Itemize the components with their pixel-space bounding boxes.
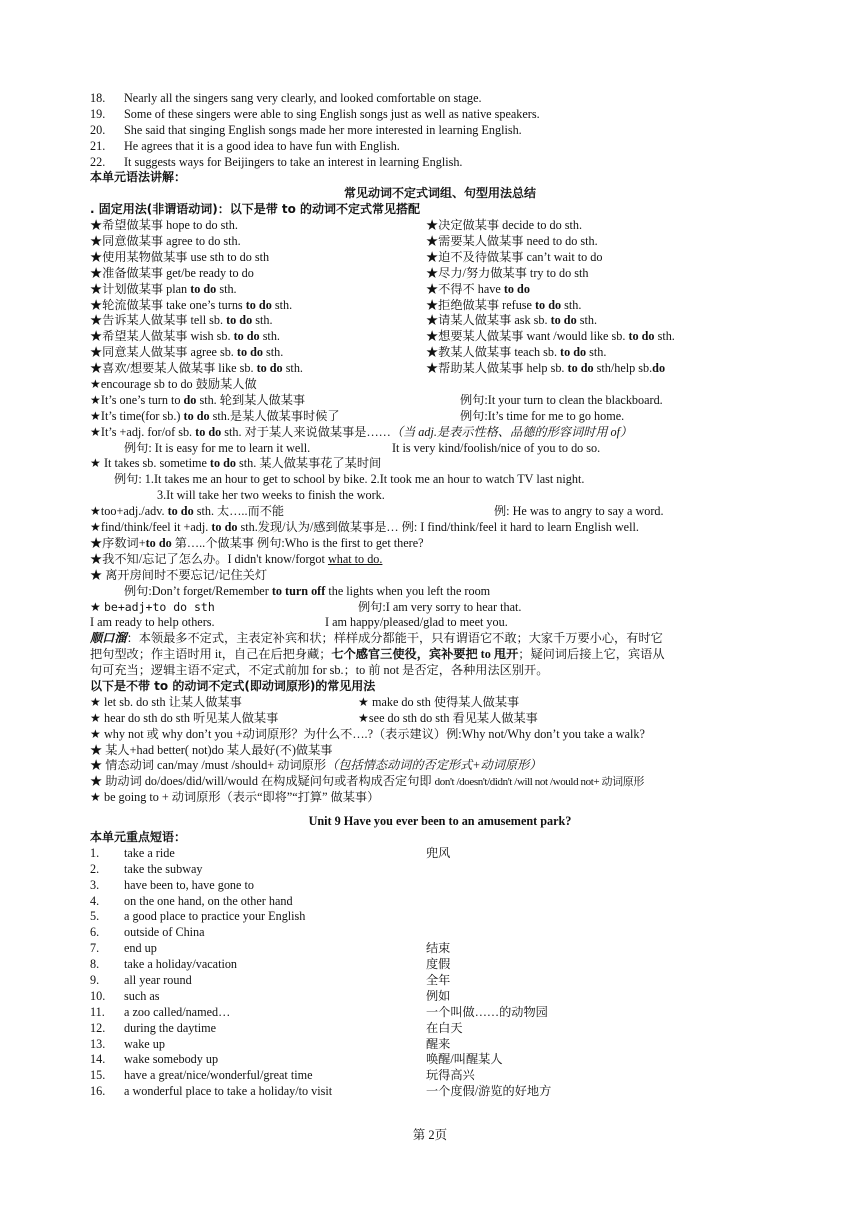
pair-right: ★需要某人做某事 need to do sth. <box>426 234 598 249</box>
grammar-title: 常见动词不定式词组、句型用法总结 <box>343 186 536 201</box>
find-line: ★find/think/feel it +adj. to do sth.发现/认为/感到做某事是… 例: I find/think/feel it hard to learn English well. <box>90 520 639 535</box>
phrase-row <box>90 862 790 878</box>
encourage-line: ★encourage sb to do 鼓励某人做 <box>90 377 257 392</box>
unit-title: Unit 9 Have you ever been to an amusement park? <box>308 814 572 829</box>
takes-line: ★ It takes sb. sometime to do sth. 某人做某事花了某时间 <box>90 456 382 471</box>
pair-row: ★告诉某人做某事 tell sb. to do sth. ★请某人做某事 ask sb. to do sth. <box>90 313 597 328</box>
item-number: 21. <box>90 138 106 153</box>
item-text: She said that singing English songs made her more interested in learning English. <box>124 122 522 137</box>
phrase-row <box>90 1084 790 1100</box>
item-number: 19. <box>90 106 106 121</box>
phrase-chinese: 在白天 <box>426 1020 463 1035</box>
fixed-usage-heading: . 固定用法(非谓语动词)：以下是带 to 的动词不定式常见搭配 <box>90 202 421 217</box>
pair-left: ★使用某物做某事 use sth to do sth <box>90 249 270 264</box>
phrase-row <box>90 909 790 925</box>
rhyme-line-3: 句可充当；逻辑主语不定式，不定式前加 for sb.；to 前 not 是否定，各种用法区别开。 <box>90 663 549 678</box>
phrase-number: 12. <box>90 1020 106 1035</box>
modal-line: ★ 情态动词 can/may /must /should+ 动词原形（包括情态动词的否定形式+动词原形） <box>90 758 542 773</box>
phrase-row <box>90 1037 790 1053</box>
time-example: 例句:It’s time for me to go home. <box>460 408 625 423</box>
item-text: Some of these singers were able to sing English songs just as well as native speakers. <box>124 106 540 121</box>
pair-row <box>90 234 790 250</box>
let-make-line: ★ let sb. do sth 让某人做某事 ★ make do sth 使得某人做某事 <box>90 694 520 709</box>
adj-example: 例句: It is easy for me to learn it well. It is very kind/foolish/nice of you to do so. <box>124 440 601 455</box>
phrase-number: 4. <box>90 893 100 908</box>
phrase-chinese: 醒来 <box>426 1036 451 1051</box>
too-example: 例: He was to angry to say a word. <box>494 504 664 519</box>
rhyme-line-1: 顺口溜：本领最多不定式，主表定补宾和状；样样成分都能干，只有谓语它不敢；大家千万要小心，有时它 <box>90 631 663 646</box>
phrase-english: a zoo called/named… <box>124 1004 231 1019</box>
phrase-number: 14. <box>90 1052 106 1067</box>
pair-right: ★尽力/努力做某事 try to do sth <box>426 265 589 280</box>
pair-right: ★迫不及待做某事 can’t wait to do <box>426 249 603 264</box>
be-adj-example: 例句:I am very sorry to hear that. <box>358 599 522 614</box>
pair-row: ★喜欢/想要某人做某事 like sb. to do sth. ★帮助某人做某事 help sb. to do sth/help sb.do <box>90 361 666 376</box>
phrase-row <box>90 957 790 973</box>
light-line: ★ 离开房间时不要忘记/记住关灯 <box>90 567 268 582</box>
item-text: He agrees that it is a good idea to have fun with English. <box>124 138 400 153</box>
turn-example: 例句:It your turn to clean the blackboard. <box>460 392 663 407</box>
phrase-row <box>90 1068 790 1084</box>
phrase-number: 9. <box>90 972 100 987</box>
item-number: 18. <box>90 91 106 105</box>
list-item <box>90 91 790 107</box>
phrase-row <box>90 1005 790 1021</box>
phrase-number: 2. <box>90 861 100 876</box>
phrase-chinese: 全年 <box>426 972 451 987</box>
phrase-number: 10. <box>90 988 106 1003</box>
bare-infinitive-heading: 以下是不带 to 的动词不定式(即动词原形)的常见用法 <box>90 678 376 693</box>
phrase-english: take a holiday/vacation <box>124 957 238 972</box>
list-item <box>90 139 790 155</box>
pair-left: ★同意做某事 agree to do sth. <box>90 234 241 249</box>
phrase-english: a good place to practice your English <box>124 909 306 924</box>
page-number: 第 2页 <box>412 1128 448 1142</box>
pair-left: ★希望做某事 hope to do sth. <box>90 218 238 233</box>
phrase-chinese: 度假 <box>426 957 451 972</box>
phrase-english: wake somebody up <box>124 1052 219 1067</box>
infinitive-pairs <box>90 218 790 282</box>
phrase-english: during the daytime <box>124 1020 217 1035</box>
phrase-english: wake up <box>124 1036 165 1051</box>
item-text: Nearly all the singers sang very clearly, and looked comfortable on stage. <box>124 91 482 105</box>
phrase-chinese: 例如 <box>426 988 451 1003</box>
time-line: ★It’s time(for sb.) to do sth.是某人做某事时候了 例句:It’s time for me to go home. <box>90 408 625 423</box>
grammar-heading: 本单元语法讲解： <box>90 170 187 185</box>
phrase-chinese: 一个叫做……的动物园 <box>426 1004 548 1019</box>
pair-row <box>90 218 790 234</box>
pair-row: ★希望某人做某事 wish sb. to do sth. ★想要某人做某事 want /would like sb. to do sth. <box>90 329 675 344</box>
too-line: ★too+adj./adv. to do sth. 太…..而不能 例: He was to angry to say a word. <box>90 504 664 519</box>
hear-see-line: ★ hear do sth do sth 听见某人做某事 ★see do sth do sth 看见某人做某事 <box>90 710 538 725</box>
phrase-row <box>90 973 790 989</box>
know-line: ★我不知/忘记了怎么办。I didn't know/forgot what to do. <box>90 551 383 566</box>
item-number: 20. <box>90 122 106 137</box>
rhyme-line-2: 把句型改；作主语时用 it，自己在后把身藏；七个感官三使役，宾补要把 to 甩开；疑问词后接上它，宾语从 <box>90 647 665 662</box>
pair-right: ★决定做某事 decide to do sth. <box>426 218 583 233</box>
phrase-row <box>90 1021 790 1037</box>
phrase-english: outside of China <box>124 925 205 940</box>
phrase-row <box>90 925 790 941</box>
phrase-number: 1. <box>90 845 100 860</box>
phrase-row <box>90 846 790 862</box>
adj-line: ★It’s +adj. for/of sb. to do sth. 对于某人来说做某事是……（当 adj.是表示性格、品德的形容词时用 of） <box>90 424 633 439</box>
phrase-row <box>90 941 790 957</box>
phrase-english: end up <box>124 941 157 956</box>
phrase-number: 6. <box>90 925 100 940</box>
phrase-number: 15. <box>90 1068 106 1083</box>
list-item <box>90 155 790 171</box>
pair-row <box>90 266 790 282</box>
phrase-number: 7. <box>90 941 100 956</box>
list-item <box>90 107 790 123</box>
item-number: 22. <box>90 154 106 169</box>
phrase-number: 11. <box>90 1004 105 1019</box>
auxiliary-line: ★ 助动词 do/does/did/will/would 在构成疑问句或者构成否定句即 don't /doesn't/didn't /will not /would not+ 动词原形 <box>90 774 644 789</box>
phrase-chinese: 玩得高兴 <box>426 1068 475 1083</box>
had-better-line: ★ 某人+had better( not)do 某人最好(不)做某事 <box>90 742 333 757</box>
phrase-number: 16. <box>90 1084 106 1099</box>
phrases-heading: 本单元重点短语： <box>90 829 187 844</box>
phrase-chinese: 一个度假/游览的好地方 <box>426 1084 552 1099</box>
phrase-number: 13. <box>90 1036 106 1051</box>
phrase-chinese: 结束 <box>426 941 451 956</box>
list-item <box>90 123 790 139</box>
phrase-row <box>90 1052 790 1068</box>
light-example: 例句:Don’t forget/Remember to turn off the lights when you left the room <box>124 583 491 598</box>
phrase-english: a wonderful place to take a holiday/to visit <box>124 1084 333 1099</box>
why-not-line: ★ why not 或 why don’t you +动词原形？为什么不….?（表示建议）例:Why not/Why don’t you take a walk? <box>90 726 645 741</box>
intro-sentence-list <box>90 91 790 170</box>
item-text: It suggests ways for Beijingers to take an interest in learning English. <box>124 154 463 169</box>
phrase-list <box>90 846 790 1100</box>
phrase-english: take a ride <box>124 845 175 860</box>
phrase-row <box>90 878 790 894</box>
pair-left: ★准备做某事 get/be ready to do <box>90 265 254 280</box>
phrase-english: have a great/nice/wonderful/great time <box>124 1068 313 1083</box>
phrase-number: 8. <box>90 957 100 972</box>
pair-row: ★计划做某事 plan to do sth. ★不得不 have to do <box>90 281 530 296</box>
pair-row <box>90 250 790 266</box>
be-going-to-line: ★ be going to + 动词原形（表示“即将”“打算” 做某事） <box>90 790 380 805</box>
phrase-row <box>90 894 790 910</box>
phrase-english: such as <box>124 988 160 1003</box>
takes-example-2: 3.It will take her two weeks to finish the work. <box>157 488 385 503</box>
ready-line: I am ready to help others. I am happy/pleased/glad to meet you. <box>90 615 508 630</box>
turn-line: ★It’s one’s turn to do sth. 轮到某人做某事 例句:It your turn to clean the blackboard. <box>90 392 663 407</box>
phrase-english: on the one hand, on the other hand <box>124 893 293 908</box>
be-adj-line: ★ be+adj+to do sth 例句:I am very sorry to hear that. <box>90 599 522 614</box>
pair-row: ★轮流做某事 take one’s turns to do sth. ★拒绝做某事 refuse to do sth. <box>90 297 582 312</box>
phrase-number: 5. <box>90 909 100 924</box>
phrase-english: have been to, have gone to <box>124 877 254 892</box>
phrase-row <box>90 989 790 1005</box>
phrase-number: 3. <box>90 877 100 892</box>
document-page <box>90 91 790 1100</box>
ordinal-line: ★序数词+to do 第…..个做某事 例句:Who is the first to get there? <box>90 535 424 550</box>
phrase-english: take the subway <box>124 861 203 876</box>
takes-example-1: 例句: 1.It takes me an hour to get to school by bike. 2.It took me an hour to watch TV last night. <box>114 472 585 487</box>
phrase-chinese: 兜风 <box>426 845 451 860</box>
pair-row: ★同意某人做某事 agree sb. to do sth. ★教某人做某事 teach sb. to do sth. <box>90 345 607 360</box>
phrase-chinese: 唤醒/叫醒某人 <box>426 1052 503 1067</box>
phrase-english: all year round <box>124 972 192 987</box>
